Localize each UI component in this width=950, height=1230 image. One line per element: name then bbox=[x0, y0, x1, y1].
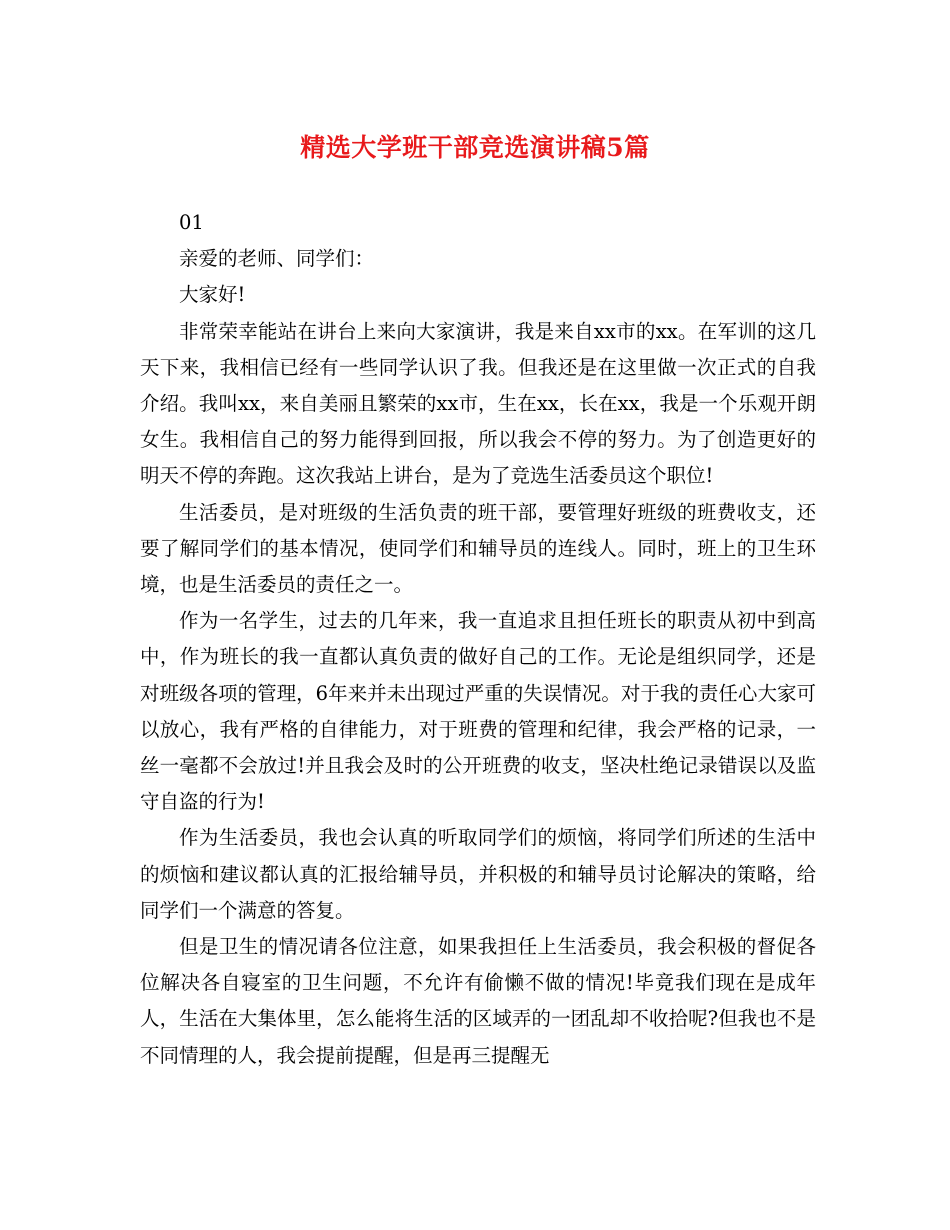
salutation: 亲爱的老师、同学们： bbox=[179, 247, 375, 271]
section-number: 01 bbox=[179, 211, 204, 234]
paragraph-role-description: 生活委员，是对班级的生活负责的班干部，要管理好班级的班费收支，还要了解同学们的基本情况，使同学们和辅导员的连线人。同时，班上的卫生环境，也是生活委员的责任之一。 bbox=[140, 500, 816, 597]
document-title: 精选大学班干部竞选演讲稿5篇 bbox=[300, 133, 650, 162]
paragraph-listening: 作为生活委员，我也会认真的听取同学们的烦恼，将同学们所述的生活中的烦恼和建议都认真的汇报给辅导员，并积极的和辅导员讨论解决的策略，给同学们一个满意的答复。 bbox=[140, 826, 816, 922]
paragraph-hygiene: 但是卫生的情况请各位注意，如果我担任上生活委员，我会积极的督促各位解决各自寝室的卫生问题，不允许有偷懒不做的情况!毕竟我们现在是成年人，生活在大集体里，怎么能将生活的区域弄的一团乱却不收拾呢?但我也不是不同情理的人，我会提前提醒，但是再三提醒无 bbox=[140, 935, 816, 1067]
paragraph-experience: 作为一名学生，过去的几年来，我一直追求且担任班长的职责从初中到高中，作为班长的我一直都认真负责的做好自己的工作。无论是组织同学，还是对班级各项的管理，6年来并未出现过严重的失误情况。对于我的责任心大家可以放心，我有严格的自律能力，对于班费的管理和纪律，我会严格的记录，一丝一毫都不会放过!并且我会及时的公开班费的收支，坚决杜绝记录错误以及监守自盗的行为! bbox=[140, 609, 816, 814]
greeting: 大家好! bbox=[179, 283, 246, 307]
paragraph-introduction: 非常荣幸能站在讲台上来向大家演讲，我是来自xx市的xx。在军训的这几天下来，我相信已经有一些同学认识了我。但我还是在这里做一次正式的自我介绍。我叫xx，来自美丽且繁荣的xx市，生在xx，长在xx，我是一个乐观开朗女生。我相信自己的努力能得到回报，所以我会不停的努力。为了创造更好的明天不停的奔跑。这次我站上讲台，是为了竞选生活委员这个职位! bbox=[140, 319, 816, 488]
document-body bbox=[140, 205, 816, 1074]
